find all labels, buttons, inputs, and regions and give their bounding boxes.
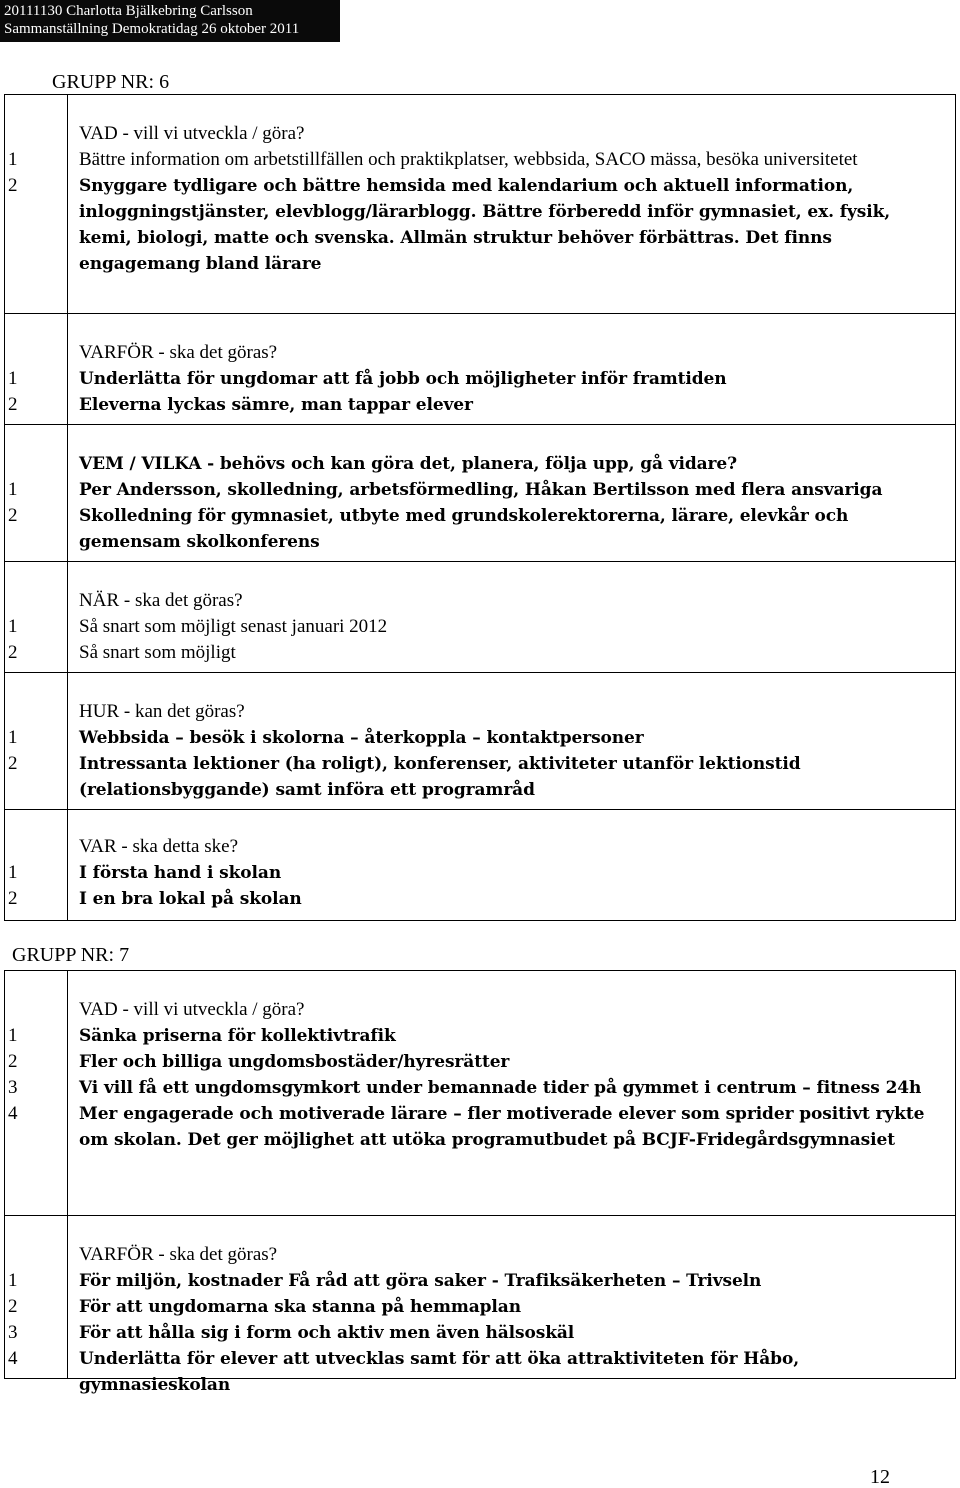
item-text: Webbsida – besök i skolorna – återkoppla – kontaktpersoner [79,728,644,748]
item-number: 4 [8,1348,18,1369]
column-divider [67,314,68,424]
item-number: 3 [8,1077,18,1098]
group-7-title: GRUPP NR: 7 [12,944,130,966]
list-item [5,1101,955,1153]
section [5,424,955,561]
column-divider [67,425,68,561]
list-item [5,147,955,173]
section-question: VAD - vill vi utveckla / göra? [79,999,305,1020]
section [5,672,955,809]
list-item [5,886,955,912]
item-text: Eleverna lyckas sämre, man tappar elever [79,395,473,415]
list-item [5,1075,955,1101]
column-divider [67,95,68,313]
item-number: 2 [8,642,18,663]
item-number: 4 [8,1103,18,1124]
item-text: Mer engagerade och motiverade lärare – fler motiverade elever som sprider positivt rykte om skolan. Det ger möjlighet att utöka programutbudet på BCJF-Fridegårdsgymnasiet [79,1104,925,1150]
document-header [0,0,340,42]
section-question: VARFÖR - ska det göras? [79,1244,278,1265]
list-item [5,477,955,503]
section-question: VAD - vill vi utveckla / göra? [79,123,305,144]
item-number: 1 [8,368,18,389]
section [5,971,955,1215]
item-text: Bättre information om arbetstillfällen och praktikplatser, webbsida, SACO mässa, besöka universitetet [79,149,858,170]
item-number: 1 [8,149,18,170]
list-item [5,614,955,640]
item-text: Underlätta för ungdomar att få jobb och möjligheter inför framtiden [79,369,727,389]
item-text: Så snart som möjligt [79,642,236,663]
list-item [5,1023,955,1049]
item-text: För miljön, kostnader Få råd att göra saker - Trafiksäkerheten – Trivseln [79,1271,762,1291]
item-text: Snyggare tydligare och bättre hemsida med kalendarium och aktuell information, inloggningstjänster, elevblogg/lärarblogg. Bättre förberedd inför gymnasiet, ex. fysik, kemi, biologi, matte och svenska. Allmän struktur behöver förbättras. Det finns engagemang bland lärare [79,176,891,274]
item-text: I första hand i skolan [79,863,282,883]
section [5,809,955,920]
item-number: 2 [8,175,18,196]
item-number: 3 [8,1322,18,1343]
list-item [5,725,955,751]
item-number: 1 [8,616,18,637]
column-divider [67,673,68,809]
list-item [5,173,955,277]
list-item [5,1346,955,1398]
list-item [5,366,955,392]
item-number: 2 [8,888,18,909]
item-text: Så snart som möjligt senast januari 2012 [79,616,388,637]
section-question: VARFÖR - ska det göras? [79,342,278,363]
list-item [5,860,955,886]
item-number: 2 [8,1051,18,1072]
list-item [5,751,955,803]
page-number: 12 [870,1466,890,1488]
group-6-title: GRUPP NR: 6 [52,71,170,93]
item-text: Intressanta lektioner (ha roligt), konferenser, aktiviteter utanför lektionstid (relationsbyggande) samt införa ett programråd [79,754,801,800]
item-number: 2 [8,753,18,774]
list-item [5,503,955,555]
item-number: 1 [8,1270,18,1291]
item-number: 2 [8,1296,18,1317]
list-item [5,1049,955,1075]
column-divider [67,810,68,920]
column-divider [67,562,68,672]
list-item [5,1294,955,1320]
item-text: Underlätta för elever att utvecklas samt för att öka attraktiviteten för Håbo, gymnasieskolan [79,1349,800,1395]
item-text: Sänka priserna för kollektivtrafik [79,1026,396,1046]
section [5,95,955,313]
item-text: För att ungdomarna ska stanna på hemmaplan [79,1297,521,1317]
item-number: 2 [8,394,18,415]
item-text: Skolledning för gymnasiet, utbyte med grundskolerektorerna, lärare, elevkår och gemensam skolkonferens [79,506,849,552]
item-text: I en bra lokal på skolan [79,889,302,909]
section-question: VAR - ska detta ske? [79,836,239,857]
item-number: 1 [8,862,18,883]
item-number: 2 [8,505,18,526]
item-number: 1 [8,479,18,500]
list-item [5,640,955,666]
section-question: VEM / VILKA - behövs och kan göra det, planera, följa upp, gå vidare? [79,454,737,474]
item-text: För att hålla sig i form och aktiv men även hälsoskäl [79,1323,575,1343]
item-text: Fler och billiga ungdomsbostäder/hyresrätter [79,1052,510,1072]
list-item [5,1268,955,1294]
section [5,313,955,424]
column-divider [67,971,68,1215]
section-question: NÄR - ska det göras? [79,590,243,611]
list-item [5,1320,955,1346]
section [5,561,955,672]
list-item [5,392,955,418]
header-line-2: Sammanställning Demokratidag 26 oktober 2011 [4,21,300,37]
section [5,1215,955,1395]
section-question: HUR - kan det göras? [79,701,245,722]
group-6-table [4,94,956,921]
group-7-table [4,970,956,1395]
column-divider [67,1216,68,1378]
item-text: Per Andersson, skolledning, arbetsförmedling, Håkan Bertilsson med flera ansvariga [79,480,883,500]
item-number: 1 [8,1025,18,1046]
item-number: 1 [8,727,18,748]
header-line-1: 20111130 Charlotta Bjälkebring Carlsson [4,3,253,19]
item-text: Vi vill få ett ungdomsgymkort under bemannade tider på gymmet i centrum – fitness 24h [79,1078,922,1098]
